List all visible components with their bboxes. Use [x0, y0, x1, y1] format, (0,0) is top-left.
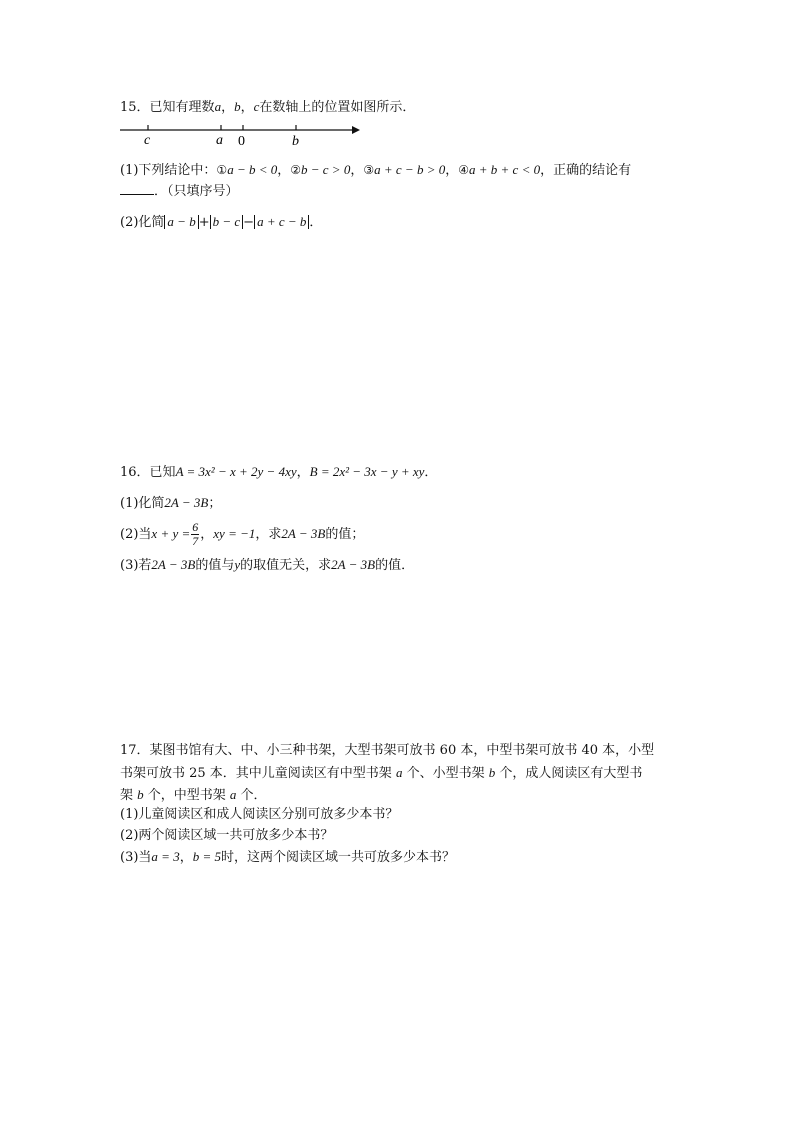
fraction-numerator: 6 [192, 520, 199, 534]
q15-number: 15． [120, 100, 150, 115]
q17-text: 个，中型书架 [143, 788, 230, 803]
q15-part1-suffix: ，正确的结论有 [540, 163, 632, 178]
axis-label-a: a [216, 133, 223, 148]
q16-part3-expression: 2A − 3B [331, 557, 376, 572]
q17-condition-b: b = 5 [192, 849, 221, 864]
q16-part3-prefix: (3)若 [120, 558, 152, 573]
q15-intro: 已知有理数 [149, 100, 215, 115]
axis-arrow-icon [352, 126, 360, 134]
q15-comma: ， [240, 100, 254, 115]
q17-text: 书架可放书 25 本．其中儿童阅读区有中型书架 [120, 766, 396, 781]
q16-part2-prefix: (2)当 [120, 527, 152, 542]
plus-sign: + [198, 215, 210, 230]
q16-part1-expression: 2A − 3B [164, 495, 209, 510]
q17-text: 个． [236, 788, 267, 803]
q17-part3 [120, 848, 455, 867]
q17-condition-a: a = 3 [151, 849, 180, 864]
abs-expression-2: b − c [210, 215, 244, 229]
q16-part1 [120, 494, 221, 513]
q15-var-b: b [234, 99, 241, 114]
q15-part1 [120, 161, 631, 180]
axis-label-b: b [292, 134, 299, 149]
q15-part2-prefix: (2)化简 [120, 215, 165, 230]
q16-part3-mid: 的取值无关，求 [240, 558, 332, 573]
q16-part2 [120, 520, 364, 549]
option-3-mark: ③ [363, 163, 375, 177]
q16-title [120, 463, 437, 482]
q15-comma: ， [221, 100, 235, 115]
q17-var-b: b [488, 765, 496, 780]
option-sep: ， [445, 163, 459, 178]
q17-line-2 [120, 764, 642, 783]
q17-part3-suffix: 时，这两个阅读区域一共可放多少本书？ [221, 850, 456, 865]
q16-part2-mid: ，求 [255, 527, 282, 542]
q16-part3-mid: 的值与 [195, 558, 235, 573]
q16-part1-suffix: ； [208, 496, 222, 511]
q16-number: 16． [120, 465, 150, 480]
q16-part3 [120, 556, 414, 575]
option-4-mark: ④ [458, 163, 469, 177]
option-2: b − c > 0 [301, 162, 351, 177]
fraction-denominator: 7 [192, 534, 199, 548]
minus-sign: − [243, 215, 255, 230]
option-4: a + b + c < 0 [469, 162, 541, 177]
q17-text: 个，成人阅读区有大型书 [495, 766, 643, 781]
q17-comma: ， [179, 850, 193, 865]
q17-text: 个、小型书架 [402, 766, 489, 781]
q15-part1-line2 [120, 182, 239, 201]
axis-label-0: 0 [238, 134, 245, 149]
q15-part1-note: ．（只填序号） [154, 184, 239, 199]
option-1-mark: ① [216, 163, 228, 177]
q16-part2-suffix: 的值； [325, 527, 365, 542]
option-sep: ， [277, 163, 291, 178]
q17-part1: (1)儿童阅读区和成人阅读区分别可放多少本书？ [120, 807, 399, 822]
q17-part2: (2)两个阅读区域一共可放多少本书？ [120, 828, 334, 843]
abs-expression-3: a + c − b [254, 215, 309, 229]
axis-label-c: c [144, 133, 151, 148]
q16-part2-expression: 2A − 3B [281, 526, 326, 541]
q17-var-a: a [395, 765, 403, 780]
option-1: a − b < 0 [227, 162, 278, 177]
q17-line-3 [120, 786, 267, 805]
q15-var-a: a [214, 99, 222, 114]
q15-part2-suffix: ． [309, 215, 323, 230]
q15-var-c: c [253, 99, 260, 114]
q16-part3-variable: y [234, 557, 241, 572]
q17-line-1: 17．某图书馆有大、中、小三种书架，大型书架可放书 60 本，中型书架可放书 40 本，小型 [120, 743, 655, 758]
q16-comma: ， [200, 527, 214, 542]
q15-intro-end: 在数轴上的位置如图所示． [259, 100, 416, 115]
q16-expression-A: A = 3x² − x + 2y − 4xy [175, 464, 297, 479]
abs-expression-1: a − b [164, 215, 198, 229]
option-sep: ， [350, 163, 364, 178]
q16-condition-2: xy = −1 [213, 526, 256, 541]
q15-part2 [120, 214, 322, 232]
q16-condition-1: x + y = [151, 526, 191, 541]
q16-intro: 已知 [149, 465, 176, 480]
q16-part1-prefix: (1)化简 [120, 496, 165, 511]
option-2-mark: ② [290, 163, 302, 177]
q15-part1-prefix: (1)下列结论中： [120, 163, 217, 178]
q16-part3-suffix: 的值． [375, 558, 415, 573]
q16-part3-expression: 2A − 3B [151, 557, 196, 572]
answer-blank[interactable] [120, 182, 154, 195]
q15-number-line [0, 0, 794, 160]
option-3: a + c − b > 0 [374, 162, 446, 177]
q17-var-b: b [137, 787, 144, 802]
q17-part3-prefix: (3)当 [120, 850, 152, 865]
fraction [191, 521, 199, 548]
q16-end: ． [424, 465, 438, 480]
q17-var-a: a [229, 787, 237, 802]
q17-text: 架 [120, 788, 138, 803]
q16-comma: ， [296, 465, 310, 480]
q16-expression-B: B = 2x² − 3x − y + xy [309, 464, 425, 479]
